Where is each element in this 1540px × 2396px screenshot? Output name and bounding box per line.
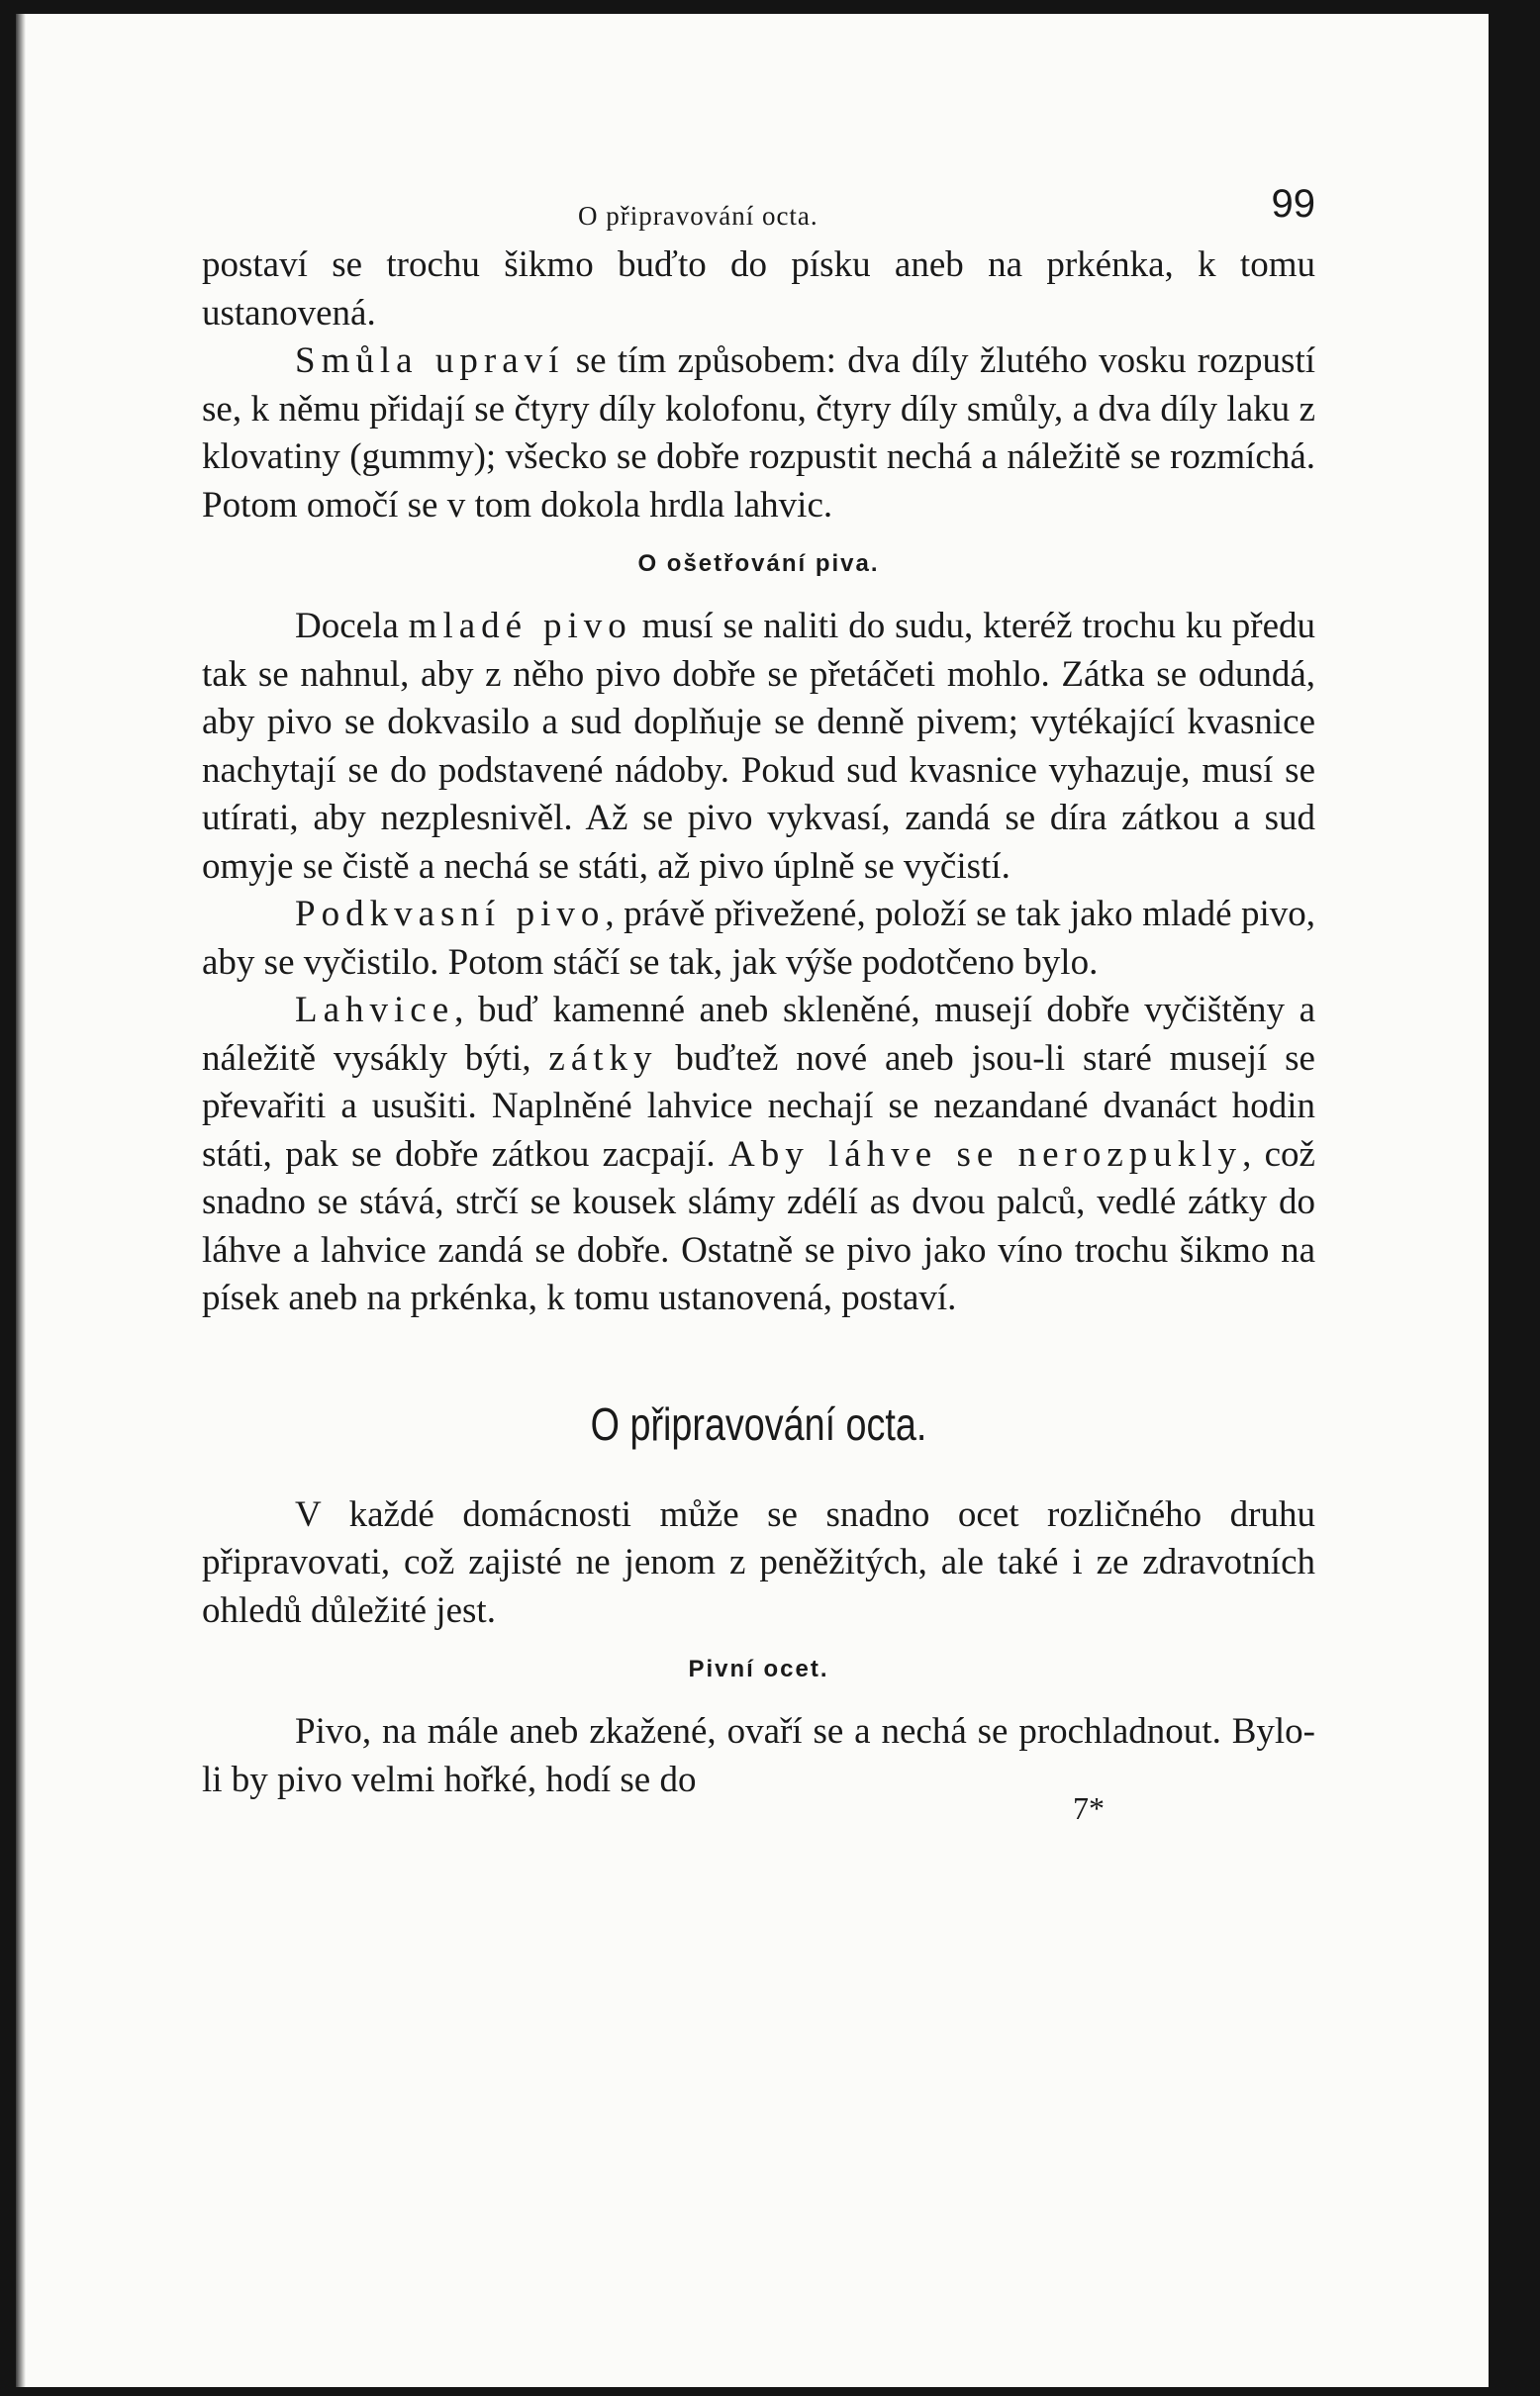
- spaced-term: zátky: [548, 1037, 658, 1079]
- paragraph-continuation: postaví se trochu šikmo buďto do písku aneb na prkénka, k tomu ustanovená.: [202, 244, 1315, 334]
- paragraph-young-beer: [202, 603, 1315, 891]
- book-page: [16, 14, 1489, 2387]
- paragraph-bottles: [202, 987, 1315, 1323]
- paragraph-text: se tím způsobem: dva díly žlutého vosku rozpustí se, k němu přidají se čtyry díly kolofonu, čtyry díly smůly, a dva díly laku z klovatiny (gummy); všecko se dobře rozpustit nechá a náležitě se rozmíchá. Potom omočí se v tom dokola hrdla lahvic.: [202, 340, 1315, 526]
- paragraph-beer-vinegar: Pivo, na mále aneb zkažené, ovaří se a nechá se prochladnout. Bylo-li by pivo velmi hořké, hodí se do: [202, 1711, 1315, 1800]
- heading-beer-vinegar: Pivní ocet.: [688, 1656, 829, 1682]
- spaced-term: Smůla upraví: [295, 340, 565, 381]
- paragraph-text: , což snadno se stává, strčí se kousek slámy zdélí as dvou palců, vedlé zátky do láhve a lahvice zandá se dobře. Ostatně se pivo jako víno trochu šikmo na písek aneb na prkénka, k tomu ustanovená, postaví.: [202, 1133, 1315, 1318]
- page-spine-shadow: [16, 14, 26, 2387]
- paragraph-smula: [202, 337, 1315, 529]
- spaced-term: Lahvice: [295, 990, 455, 1030]
- paragraph-bottom-fermented: [202, 891, 1315, 987]
- signature-text: 7*: [1073, 1790, 1105, 1826]
- paragraph-text: , právě přivežené, položí se tak jako mladé pivo, aby se vyčistilo. Potom stáčí se tak, jak výše podotčeno bylo.: [202, 894, 1315, 983]
- paragraph-vinegar-intro: V každé domácnosti může se snadno ocet rozličného druhu připravovati, což zajisté ne jenom z peněžitých, ale také i ze zdravotních ohledů důležité jest.: [202, 1493, 1315, 1631]
- spaced-term: mladé pivo: [408, 606, 632, 646]
- spaced-term: Podkvasní pivo: [295, 894, 606, 934]
- paragraph-text: , buď kamenné aneb skleněné, musejí dobře vyčištěny a náležitě vysákly býti,: [202, 990, 1315, 1079]
- paragraph-text: Docela: [295, 606, 409, 646]
- paragraph-text: musí se naliti do sudu, kteréž trochu ku předu tak se nahnul, aby z něho pivo dobře se přetáčeti mohlo. Zátka se odundá, aby pivo se dokvasilo a sud doplňuje se denně pivem; vytékající kvasnice nachytají se do podstavené nádoby. Pokud sud kvasnice vyhazuje, musí se utírati, aby nezplesnivěl. Až se pivo vykvasí, zandá se díra zátkou a sud omyje se čistě a nechá se státi, až pivo úplně se vyčistí.: [202, 606, 1315, 887]
- page-text-block: [202, 180, 1315, 1844]
- signature-mark: [202, 1790, 1315, 1844]
- paragraph-text: buďtež nové aneb jsou-li staré musejí se převařiti a usušiti. Naplněné lahvice nechají se nezandané dvanáct hodin státi, pak se dobře zátkou zacpají.: [202, 1037, 1315, 1175]
- section-title: O připravování octa.: [590, 1397, 927, 1450]
- page-number: 99: [1271, 182, 1315, 226]
- spaced-term: Aby láhve se nerozpukly: [727, 1133, 1243, 1175]
- heading-beer-care: O ošetřování piva.: [637, 550, 880, 577]
- page-header: [202, 180, 1315, 241]
- running-title: O připravování octa.: [578, 201, 818, 231]
